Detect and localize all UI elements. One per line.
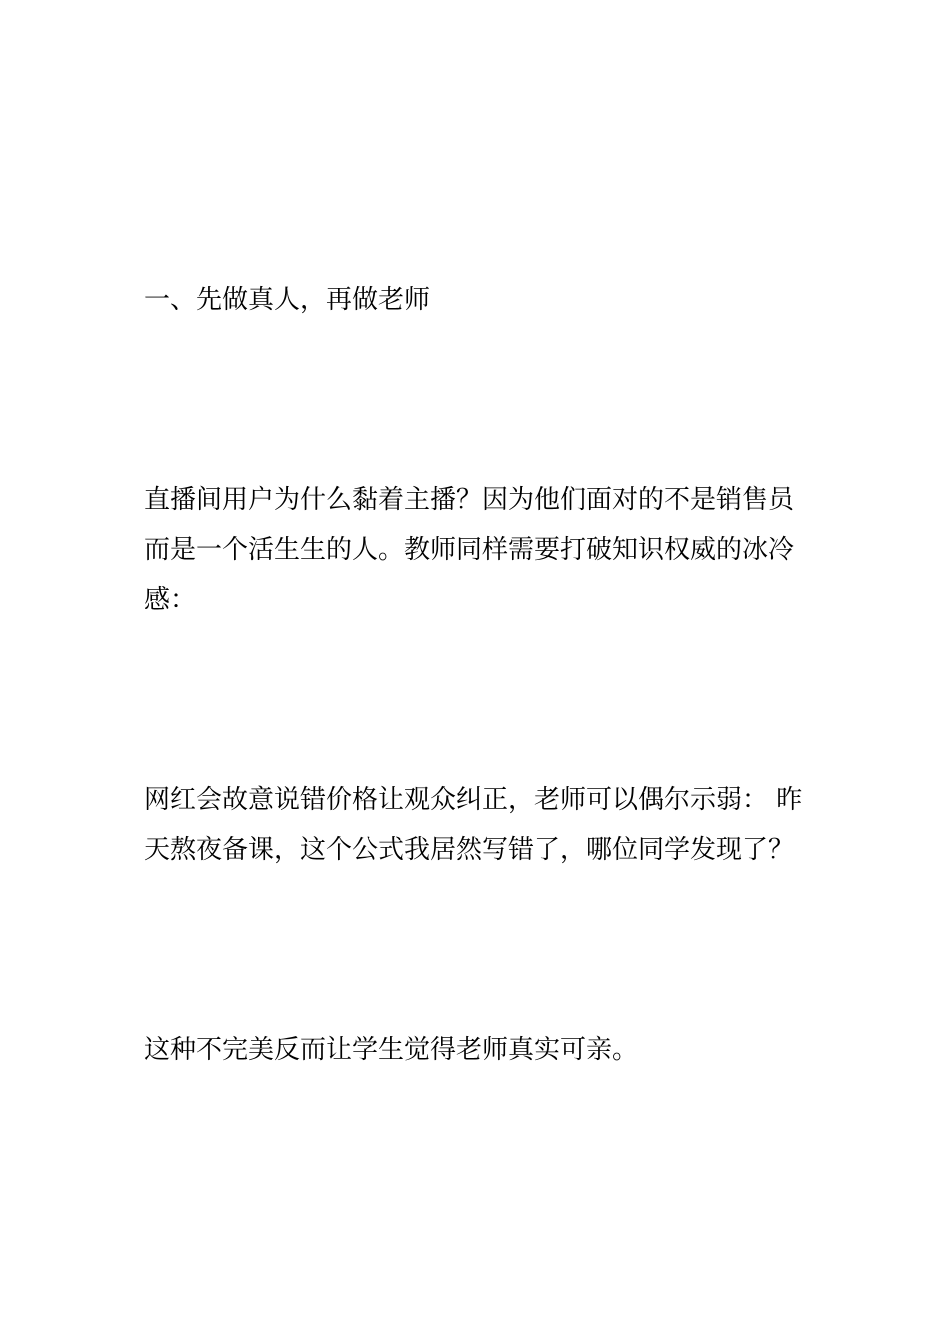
paragraph: 网红会故意说错价格让观众纠正，老师可以偶尔示弱： 昨天熬夜备课，这个公式我居然写错了，哪位同学发现了？: [144, 785, 803, 865]
section-heading: 一、先做真人，再做老师: [144, 285, 431, 315]
paragraph: 这种不完美反而让学生觉得老师真实可亲。: [144, 1035, 639, 1065]
paragraph: 直播间用户为什么黏着主播？因为他们面对的不是销售员而是一个活生生的人。教师同样需要打破知识权威的冰冷感：: [144, 485, 795, 615]
